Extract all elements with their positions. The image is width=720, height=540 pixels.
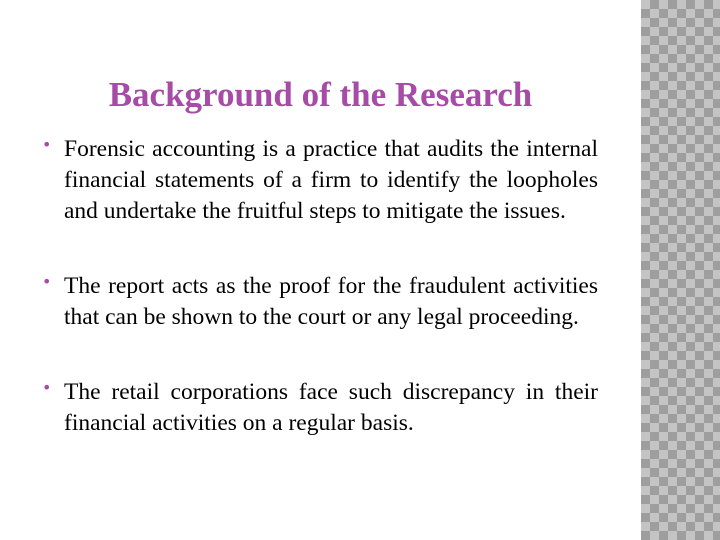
bullet-list <box>40 134 598 483</box>
bullet-icon: • <box>42 378 52 397</box>
bullet-text: Forensic accounting is a practice that audits the internal financial statements of a firm to identify the loopholes and undertake the fruitful steps to mitigate the issues. <box>64 136 598 224</box>
bullet-text: The retail corporations face such discrepancy in their financial activities on a regular basis. <box>64 379 598 436</box>
bullet-icon: • <box>42 135 52 154</box>
bullet-text: The report acts as the proof for the fraudulent activities that can be shown to the court or any legal proceeding. <box>64 273 598 330</box>
slide-title: Background of the Research <box>108 75 533 114</box>
bullet-item <box>40 377 598 439</box>
bullet-item <box>40 134 598 227</box>
bullet-item <box>40 271 598 333</box>
bullet-icon: • <box>42 272 52 291</box>
decorative-side-panel <box>641 0 720 540</box>
